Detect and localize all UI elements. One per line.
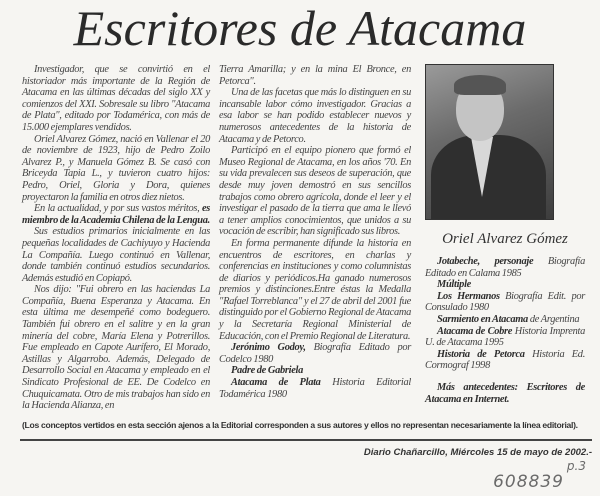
book-detail: Biografía Editado por Codelco 1980 — [219, 342, 411, 365]
book-entry — [425, 279, 585, 291]
book-entry — [219, 342, 411, 365]
book-detail: Biografía Editado en Calama 1985 — [425, 256, 586, 279]
source-credit: Diario Chañarcillo, Miércoles 15 de mayo de 2002.- — [363, 446, 592, 458]
book-title: Múltiple — [437, 279, 471, 291]
book-title: Padre de Gabriela — [231, 365, 304, 377]
more-info — [425, 382, 585, 405]
divider — [20, 439, 592, 441]
author-photo — [425, 64, 554, 220]
article-title: Escritores de Atacama — [73, 0, 527, 56]
book-detail: Historia Editorial Todamérica 1980 — [219, 377, 411, 400]
paragraph: Sus estudios primarios inicialmente en las pequeñas localidades de Cachiyuyo y Hacienda La Compañía. Luego continuó en Vallenar, donde también continuó estudios secundarios. Además estudió en Copiapó. — [22, 226, 210, 284]
article-body — [22, 64, 592, 412]
book-title: Jotabeche, personaje — [437, 256, 534, 267]
paragraph: En forma permanente difunde la historia en encuentros de escritores, en charlas y conferencias en instituciones y como columnistas de diarios y periódicos.Ha ganado numerosos premios y distinciones.Entre éstas la Medalla "Rafael Torreblanca" y el 27 de abril del 2001 fue distinguido por el Gobierno Regional de Atacama y la Secretaría Regional Ministerial de Educación, con el Premio Regional de Literatura. — [219, 237, 411, 342]
paragraph: Oriel Alvarez Gómez, nació en Vallenar el 20 de noviembre de 1923, hijo de Pedro Zoilo Alvarez P., y Manuela Gómez B. Se casó con Briceyda Tapia L., y tuvieron cuatro hijos: Pedro, Oriel, Gloria y Dora, quienes proyectaron la familia en otros diez nietos. — [22, 133, 210, 203]
footer — [22, 420, 592, 492]
article-column-2 — [219, 64, 411, 400]
article-column-1 — [22, 64, 210, 412]
paragraph: Investigador, que se convirtió en el historiador más importante de la Región de Atacama en las últimas décadas del siglo XX y comienzos del XXI. Sobresale su libro "Atacama de Plata", editado por Todamérica, con más de 15.000 ejemplares vendidos. — [22, 64, 210, 133]
book-title: Jerónimo Godoy, — [231, 342, 306, 354]
bold-text: es miembro de la Academia Chilena de la Lengua. — [22, 203, 210, 226]
paragraph: Participó en el equipo pionero que formó el Museo Regional de Atacama, en los años '70. En su vida prevalecen sus deseos de superación, que desde muy joven demostró en sus sencillos trabajos como obrero agrícola, donde el leer y el investigar el pasado de la tierra que ama le llevó a tener amplios conocimientos, que unidos a su vocación de escribir, han significado sus libros. — [219, 145, 411, 238]
book-title: Atacama de Plata — [231, 377, 321, 389]
text: En la actualidad, y por sus vastos méritos, — [34, 203, 202, 215]
photo-caption: Oriel Alvarez Gómez — [442, 231, 568, 247]
bibliography-column — [425, 256, 585, 405]
book-detail: Historia Imprenta U. de Atacama 1995 — [425, 325, 585, 349]
editorial-disclaimer: (Los conceptos vertidos en esta sección ajenos a la Editorial corresponden a sus autores y ellos no representan necesariamente la línea editorial). — [22, 419, 578, 430]
paragraph — [22, 203, 210, 226]
handwritten-number: 608839 — [493, 471, 564, 492]
paragraph: Tierra Amarilla; y en la mina El Bronce, en Petorca". — [219, 64, 411, 87]
book-entry — [425, 256, 585, 279]
book-entry — [425, 349, 585, 372]
handwritten-page: p.3 — [566, 458, 586, 473]
more-info-text: Más antecedentes: Escritores de Atacama en Internet. — [425, 381, 585, 405]
paragraph: Nos dijo: "Fui obrero en las haciendas La Compañía, Buena Esperanza y Atacama. En esta última me desempeñé como bodeguero. También fui obrero en el salitre y en la gran minería del cobre, María Elena y Potrerillos. Fue empleado en Capote Aurífero, El Morado, Astillas y Algarrobo. Además, Delegado de Desarrollo Social en Atacama y empleado en el Sindicato Profesional de EE. De Codelco en Chuquicamata. Otro de mis trabajos han sido en la Hacienda Alianza, en — [22, 284, 210, 412]
right-column — [425, 64, 585, 405]
book-title: Atacama de Cobre — [437, 325, 513, 337]
book-title: Sarmiento en Atacama — [437, 313, 528, 325]
book-detail: Biografía Edit. por Consulado 1980 — [425, 290, 585, 314]
book-entry — [425, 291, 585, 314]
book-entry — [219, 365, 411, 377]
book-entry — [425, 326, 585, 349]
book-detail: de Argentina — [527, 313, 580, 325]
book-entry — [425, 314, 585, 326]
book-title: Los Hermanos — [437, 290, 500, 302]
book-detail: Historia Ed. Cormograf 1998 — [425, 348, 585, 372]
book-title: Historia de Petorca — [437, 348, 525, 360]
book-entry — [219, 377, 411, 400]
paragraph: Una de las facetas que más lo distinguen en su incansable labor cómo investigador. Gracias a esa labor se han podido establecer nuevos y numerosos antecedentes de la historia de Atacama y de Petorco. — [219, 87, 411, 145]
photo-hat — [454, 75, 506, 95]
